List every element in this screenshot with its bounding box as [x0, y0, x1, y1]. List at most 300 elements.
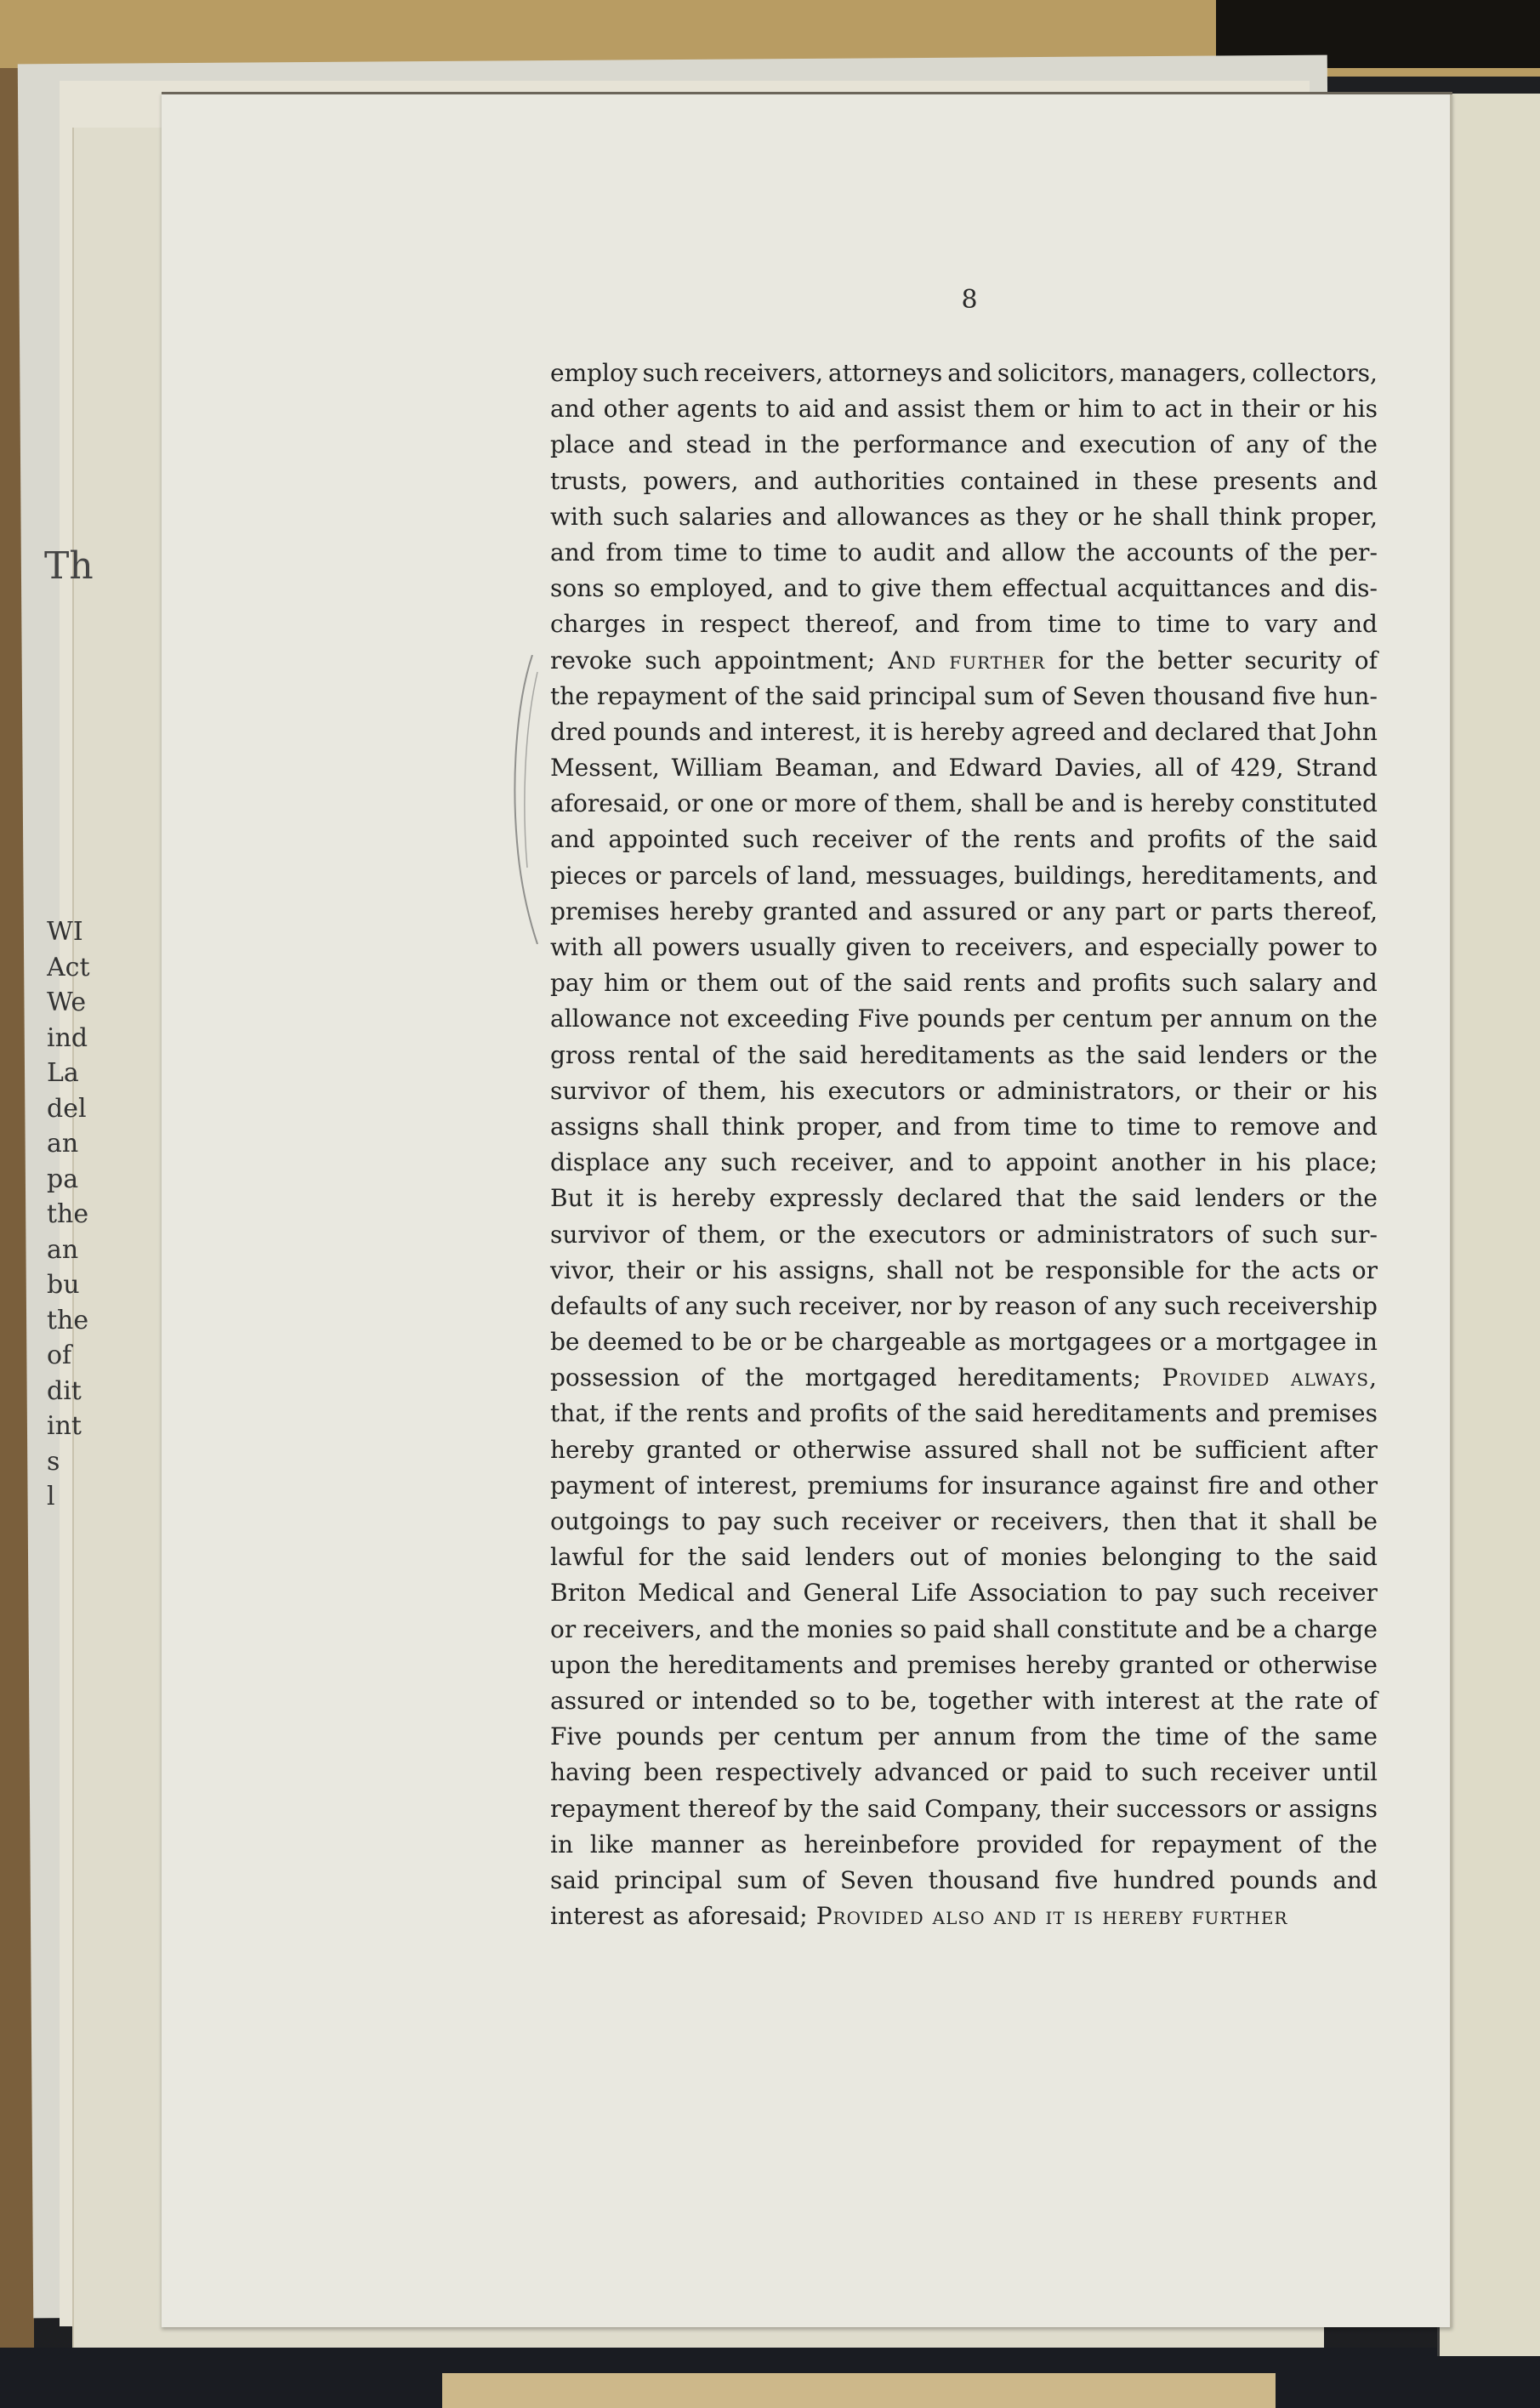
text-line	[550, 1504, 1378, 1540]
word: so	[900, 1614, 927, 1643]
word: of	[1209, 430, 1233, 459]
word: and	[1185, 1614, 1230, 1643]
word: to	[1353, 933, 1378, 961]
word: parcels	[669, 861, 758, 890]
word: he	[1113, 502, 1143, 531]
word: the	[800, 430, 840, 459]
word: centum	[773, 1722, 864, 1751]
word: time	[1155, 1722, 1209, 1751]
word: of	[1196, 754, 1219, 783]
word: his	[1255, 1148, 1292, 1177]
word: such	[1262, 1220, 1319, 1249]
word: hundred	[1113, 1865, 1215, 1894]
word: five	[1054, 1865, 1099, 1894]
word: as	[974, 1328, 1001, 1357]
word: thousand	[928, 1865, 1040, 1894]
word: be	[1004, 1255, 1035, 1284]
word: and	[783, 574, 829, 603]
left-page-fragment	[47, 914, 94, 1515]
word: shall	[651, 1112, 709, 1141]
word: until	[1321, 1758, 1378, 1787]
small-caps-word: and	[993, 1902, 1037, 1931]
small-caps-word: Provided	[815, 1902, 924, 1931]
word: per-	[1328, 538, 1378, 566]
word: pounds	[1230, 1865, 1318, 1894]
word: employed,	[650, 574, 775, 603]
word: acts	[1291, 1255, 1341, 1284]
word: the	[639, 1399, 679, 1428]
word: premiums	[807, 1471, 929, 1500]
word: think	[1219, 502, 1281, 531]
word: interest,	[760, 717, 862, 746]
word: by	[958, 1291, 988, 1320]
word: to	[838, 574, 862, 603]
word: their	[1242, 395, 1300, 424]
word: the	[1338, 1040, 1378, 1069]
word: to	[838, 538, 862, 566]
word: his	[732, 1255, 768, 1284]
word: such	[645, 646, 702, 675]
text-line	[550, 1109, 1378, 1145]
word: is	[637, 1184, 658, 1213]
small-caps-word: it	[1045, 1902, 1065, 1931]
word: the	[1275, 1543, 1314, 1572]
word: to	[1132, 395, 1156, 424]
word: and	[1259, 1471, 1304, 1500]
word: allowance	[550, 1005, 672, 1033]
word: to	[1105, 1758, 1129, 1787]
word: and	[1071, 789, 1117, 818]
word: and	[1084, 933, 1129, 961]
word: place;	[1304, 1148, 1378, 1177]
text-line	[550, 1719, 1378, 1755]
word: to	[1090, 1112, 1115, 1141]
word: expressly	[769, 1184, 884, 1213]
small-caps-word: further	[949, 646, 1046, 675]
word: per	[718, 1722, 759, 1751]
left-fragment-line: Act	[47, 952, 90, 982]
word: or	[760, 1328, 787, 1357]
left-fragment-line: WI	[47, 917, 83, 947]
word: and	[1333, 861, 1378, 890]
text-line	[550, 1791, 1378, 1827]
word: General	[803, 1579, 900, 1608]
word: at	[1210, 1686, 1235, 1715]
word: the	[1338, 1830, 1378, 1859]
word: or	[1254, 1794, 1281, 1823]
word: been	[644, 1758, 703, 1787]
word: paid	[933, 1614, 986, 1643]
word: given	[845, 933, 912, 961]
word: trusts,	[550, 466, 628, 495]
word: of	[663, 1471, 688, 1500]
word: it	[868, 717, 887, 746]
word: any	[1062, 897, 1105, 925]
word: that,	[550, 1399, 607, 1428]
left-fragment-line: l	[47, 1482, 55, 1511]
text-line	[550, 1396, 1378, 1432]
word: act	[1164, 395, 1202, 424]
word: the	[760, 1614, 800, 1643]
word: a	[1272, 1614, 1287, 1643]
word: the	[1078, 1184, 1118, 1213]
word: his	[780, 1076, 815, 1105]
word: and	[550, 538, 595, 566]
word: be	[793, 1328, 824, 1357]
left-fragment-line: La	[47, 1058, 79, 1088]
text-line	[550, 1253, 1378, 1289]
word: Strand	[1295, 754, 1378, 783]
text-line	[550, 1217, 1378, 1253]
word: Edward	[948, 754, 1043, 783]
word: be	[1152, 1435, 1183, 1464]
word: of	[819, 969, 843, 998]
word: the	[745, 1363, 784, 1392]
word: another	[1111, 1148, 1206, 1177]
word: gross	[550, 1040, 616, 1069]
word: place	[550, 430, 615, 459]
word: of	[701, 1363, 725, 1392]
word: him	[1077, 395, 1124, 424]
word: But	[550, 1184, 593, 1213]
word: assigns	[550, 1112, 639, 1141]
small-caps-word: also	[932, 1902, 986, 1931]
word: audit	[872, 538, 935, 566]
word: or	[1026, 897, 1053, 925]
word: administrators	[1036, 1220, 1214, 1249]
word: premises	[1268, 1399, 1378, 1428]
word: for	[1100, 1830, 1135, 1859]
word: usually	[749, 933, 836, 961]
word: out	[909, 1543, 949, 1572]
word: intended	[691, 1686, 798, 1715]
word: acquittances	[1117, 574, 1271, 603]
word: responsible	[1045, 1255, 1185, 1284]
word: it	[1249, 1507, 1267, 1535]
word: of	[1041, 681, 1065, 710]
word: deemed	[587, 1328, 684, 1357]
text-line	[550, 1683, 1378, 1719]
word: salary	[1248, 969, 1322, 998]
word: payment	[550, 1471, 655, 1500]
word: rents	[685, 1399, 749, 1428]
word: the	[961, 825, 1001, 854]
text-line	[550, 571, 1378, 606]
word: same	[1314, 1722, 1378, 1751]
word: annum	[1209, 1005, 1293, 1033]
page-number: 8	[961, 285, 978, 315]
word: and	[1333, 1865, 1378, 1894]
word: time	[773, 538, 827, 566]
text-line	[550, 1575, 1378, 1611]
word: repayment	[596, 681, 727, 710]
word: contained	[960, 466, 1080, 495]
word: said	[798, 1040, 848, 1069]
left-fragment-line: We	[47, 988, 87, 1017]
small-caps-word: always,	[1291, 1363, 1378, 1392]
word: and	[853, 1650, 898, 1679]
word: and	[1333, 969, 1378, 998]
word: rents	[963, 969, 1026, 998]
word: agents	[676, 395, 758, 424]
word: of	[924, 825, 948, 854]
text-line	[550, 1181, 1378, 1216]
left-fragment-line: del	[47, 1093, 87, 1124]
word: sufficient	[1195, 1435, 1307, 1464]
word: John	[1322, 717, 1378, 746]
word: if	[614, 1399, 631, 1428]
left-fragment-line: an	[47, 1234, 79, 1265]
word: aid	[798, 395, 836, 424]
word: shall	[970, 789, 1028, 818]
word: or	[1175, 897, 1202, 925]
word: pounds	[917, 1005, 1006, 1033]
word: interest,	[696, 1471, 798, 1500]
small-caps-word: Provided	[1162, 1363, 1270, 1392]
text-line	[550, 1360, 1378, 1396]
word: of	[963, 1543, 987, 1572]
word: such	[1141, 1758, 1198, 1787]
word: Seven	[839, 1865, 914, 1894]
word: in	[661, 610, 685, 639]
text-line	[550, 822, 1378, 857]
word: appoint	[1005, 1148, 1098, 1177]
word: said	[867, 1794, 917, 1823]
word: for	[639, 1543, 673, 1572]
word: performance	[853, 430, 1009, 459]
word: hereby	[920, 717, 1004, 746]
word: sum	[983, 681, 1034, 710]
word: hereby	[550, 1435, 634, 1464]
word: one	[710, 789, 754, 818]
text-line	[550, 1863, 1378, 1899]
word: his	[1342, 1076, 1378, 1105]
word: be	[1348, 1507, 1378, 1535]
word: mortgagees	[1009, 1328, 1152, 1357]
word: them	[930, 574, 993, 603]
word: pay	[550, 969, 594, 998]
word: of	[765, 861, 789, 890]
word: or	[655, 1686, 682, 1715]
text-line	[550, 1038, 1378, 1073]
word: exceeding	[726, 1005, 850, 1033]
word: they	[1015, 502, 1068, 531]
text-line	[550, 499, 1378, 535]
word: receivers,	[991, 1507, 1111, 1535]
word: be	[723, 1328, 753, 1357]
word: such	[642, 359, 699, 387]
word: or	[1304, 1076, 1330, 1105]
word: and	[707, 717, 753, 746]
word: receivership	[1227, 1291, 1378, 1320]
word: them,	[894, 789, 963, 818]
word: the	[550, 681, 589, 710]
word: Five	[857, 1005, 910, 1033]
word: be	[550, 1328, 580, 1357]
word: paid	[1039, 1758, 1093, 1787]
word: granted	[646, 1435, 742, 1464]
text-line	[550, 643, 1378, 679]
word: hereby	[669, 897, 753, 925]
text-line	[550, 606, 1378, 642]
word: Association	[969, 1579, 1107, 1608]
word: or	[1351, 1255, 1378, 1284]
word: annum	[933, 1722, 1016, 1751]
word: with	[550, 502, 604, 531]
word: with	[550, 933, 604, 961]
word: and	[891, 754, 937, 783]
word: to	[681, 1507, 706, 1535]
word: or	[695, 1255, 722, 1284]
word: to	[1193, 1112, 1218, 1141]
word: is	[1123, 789, 1144, 818]
word: of	[1354, 646, 1378, 675]
word: profits	[810, 1399, 889, 1428]
word: premises	[550, 897, 660, 925]
word: the	[1241, 1255, 1281, 1284]
word: solicitors,	[997, 359, 1116, 387]
word: with	[1042, 1686, 1096, 1715]
text-line	[550, 1648, 1378, 1683]
word: to	[1236, 1543, 1260, 1572]
word: or	[778, 1220, 805, 1249]
word: salaries	[679, 502, 773, 531]
body-text	[550, 356, 1378, 1934]
word: interest	[550, 1902, 645, 1931]
word: the	[1105, 646, 1145, 675]
word: to	[690, 1328, 715, 1357]
word: time	[673, 538, 728, 566]
word: land,	[797, 861, 858, 890]
word: in	[1210, 395, 1234, 424]
word: said	[1327, 1543, 1378, 1572]
word: granted	[763, 897, 858, 925]
word: monies	[1001, 1543, 1088, 1572]
word: the	[927, 1399, 967, 1428]
word: vary	[1264, 610, 1318, 639]
word: said	[741, 1543, 791, 1572]
word: so	[809, 1686, 836, 1715]
word: otherwise	[792, 1435, 912, 1464]
word: and	[1280, 574, 1326, 603]
word: execution	[1078, 430, 1196, 459]
word: and	[908, 1148, 954, 1177]
word: for	[1058, 646, 1094, 675]
word: of	[1244, 538, 1269, 566]
word: constitute	[1056, 1614, 1178, 1643]
word: authorities	[814, 466, 946, 495]
word: as	[979, 502, 1006, 531]
small-caps-word: hereby	[1102, 1902, 1184, 1931]
word: Company,	[924, 1794, 1043, 1823]
word: mortgaged	[804, 1363, 937, 1392]
word: or	[1308, 395, 1334, 424]
word: or	[1300, 1040, 1327, 1069]
word: thereof,	[1283, 897, 1378, 925]
word: mortgagee	[1215, 1328, 1347, 1357]
word: aforesaid;	[687, 1902, 808, 1931]
text-line	[550, 750, 1378, 786]
word: from	[605, 538, 663, 566]
text-line	[550, 535, 1378, 571]
word: on	[1300, 1005, 1331, 1033]
word: allowances	[836, 502, 970, 531]
word: lawful	[550, 1543, 624, 1572]
word: in	[1354, 1328, 1378, 1357]
word: defaults	[550, 1291, 648, 1320]
word: then	[1122, 1507, 1177, 1535]
word: him	[604, 969, 650, 998]
word: or	[550, 1614, 577, 1643]
word: hereditaments	[668, 1650, 844, 1679]
word: assist	[897, 395, 966, 424]
word: stead	[685, 430, 752, 459]
word: the	[1076, 538, 1116, 566]
word: granted	[1118, 1650, 1214, 1679]
word: chargeable	[831, 1328, 967, 1357]
word: such	[1164, 1291, 1221, 1320]
word: and	[753, 466, 799, 495]
word: Beaman,	[774, 754, 880, 783]
word: of	[1226, 1220, 1250, 1249]
word: be,	[880, 1686, 918, 1715]
word: such	[612, 502, 669, 531]
word: executors	[868, 1220, 986, 1249]
word: said	[550, 1865, 600, 1894]
word: and	[867, 897, 913, 925]
text-line	[550, 858, 1378, 894]
word: hereinbefore	[804, 1830, 960, 1859]
word: hereditaments	[860, 1040, 1036, 1069]
word: and	[628, 430, 673, 459]
word: be	[1034, 789, 1065, 818]
word: aforesaid,	[550, 789, 670, 818]
word: declared	[896, 1184, 1003, 1213]
word: them	[974, 395, 1036, 424]
word: give	[871, 574, 922, 603]
word: by	[783, 1794, 813, 1823]
word: sur-	[1330, 1220, 1378, 1249]
word: of	[654, 1291, 678, 1320]
word: pounds	[616, 1722, 704, 1751]
word: and	[895, 1112, 941, 1141]
word: the	[1338, 1184, 1378, 1213]
word: respectively	[715, 1758, 862, 1787]
left-fragment-line: dit	[47, 1375, 82, 1406]
word: appointed	[608, 825, 730, 854]
word: time	[1023, 1112, 1077, 1141]
word: or	[660, 969, 686, 998]
word: better	[1157, 646, 1232, 675]
word: the	[1276, 825, 1316, 854]
word: the	[1278, 538, 1318, 566]
word: lenders	[804, 1543, 895, 1572]
word: from	[953, 1112, 1011, 1141]
word: such	[720, 1148, 777, 1177]
word: hun-	[1323, 681, 1378, 710]
word: as	[652, 1902, 679, 1931]
word: shall	[1031, 1435, 1088, 1464]
word: hereby	[1026, 1650, 1110, 1679]
text-line	[550, 1827, 1378, 1863]
word: the	[816, 1220, 856, 1249]
word: hereditaments,	[1141, 861, 1325, 890]
word: or	[753, 1435, 781, 1464]
word: parts	[1210, 897, 1274, 925]
small-caps-word: is	[1073, 1902, 1094, 1931]
word: security	[1244, 646, 1342, 675]
word: it	[606, 1184, 624, 1213]
